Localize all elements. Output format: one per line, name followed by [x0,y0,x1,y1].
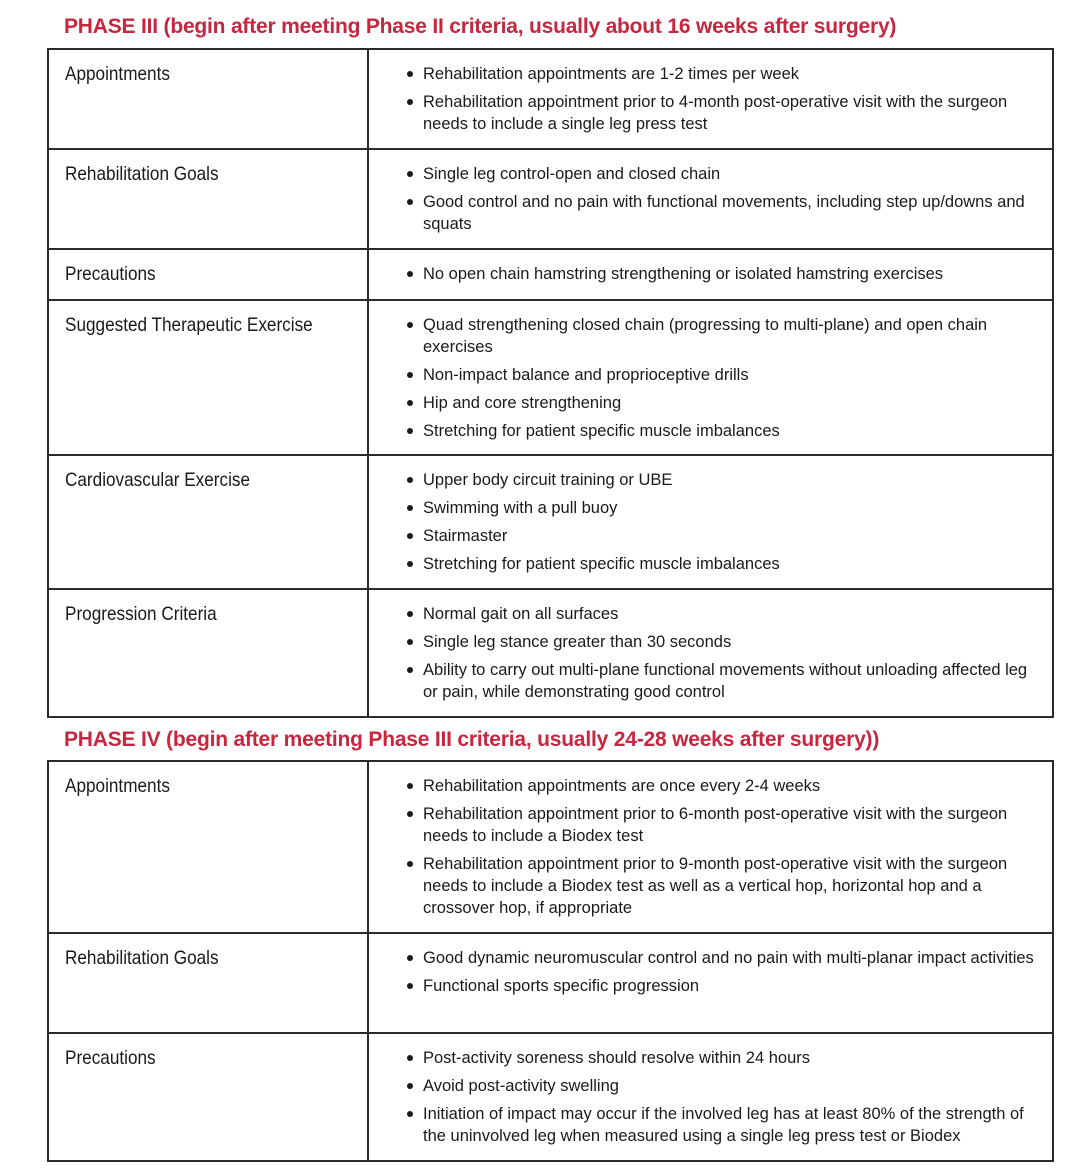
row-label-cell [48,1033,368,1161]
row-label-cell [48,933,368,1033]
list-item: Good dynamic neuromuscular control and no pain with multi-planar impact activities [407,947,1042,969]
list-item: Stretching for patient specific muscle imbalances [407,420,1042,442]
row-label: Rehabilitation Goals [65,947,219,969]
row-content-cell [368,761,1053,933]
list-item: Swimming with a pull buoy [407,497,1042,519]
table-row [48,249,1053,300]
list-item: Initiation of impact may occur if the involved leg has at least 80% of the strength of the uninvolved leg when measured using a single leg press test or Biodex [407,1103,1042,1147]
table-row [48,933,1053,1033]
row-content-cell [368,49,1053,149]
row-label: Appointments [65,775,170,797]
row-content-cell [368,589,1053,717]
phase-iii-title: PHASE III (begin after meeting Phase II criteria, usually about 16 weeks after surgery) [64,15,897,38]
list-item: Ability to carry out multi-plane functional movements without unloading affected leg or pain, while demonstrating good control [407,659,1042,703]
bullet-list [407,947,1042,997]
bullet-list [407,603,1042,703]
row-label: Precautions [65,263,156,285]
list-item: Normal gait on all surfaces [407,603,1042,625]
phase-iv-title: PHASE IV (begin after meeting Phase III criteria, usually 24-28 weeks after surgery)) [64,728,880,751]
list-item: Avoid post-activity swelling [407,1075,1042,1097]
row-label: Progression Criteria [65,603,217,625]
row-label: Cardiovascular Exercise [65,469,251,491]
phase-iv-table [47,760,1054,1162]
list-item: Upper body circuit training or UBE [407,469,1042,491]
row-content-cell [368,455,1053,589]
row-content-cell [368,249,1053,300]
list-item: Single leg stance greater than 30 seconds [407,631,1042,653]
row-label: Suggested Therapeutic Exercise [65,314,313,336]
list-item: No open chain hamstring strengthening or isolated hamstring exercises [407,263,1042,285]
bullet-list [407,314,1042,442]
row-label: Rehabilitation Goals [65,163,219,185]
row-content-cell [368,1033,1053,1161]
row-label-cell [48,761,368,933]
list-item: Hip and core strengthening [407,392,1042,414]
bullet-list [407,775,1042,919]
table-row [48,300,1053,455]
list-item: Rehabilitation appointment prior to 6-month post-operative visit with the surgeon needs to include a Biodex test [407,803,1042,847]
list-item: Rehabilitation appointment prior to 4-month post-operative visit with the surgeon needs to include a single leg press test [407,91,1042,135]
row-label-cell [48,589,368,717]
list-item: Quad strengthening closed chain (progressing to multi-plane) and open chain exercises [407,314,1042,358]
row-label: Appointments [65,63,170,85]
table-row [48,49,1053,149]
list-item: Rehabilitation appointment prior to 9-month post-operative visit with the surgeon needs to include a Biodex test as well as a vertical hop, horizontal hop and a crossover hop, if appropriate [407,853,1042,919]
row-label-cell [48,300,368,455]
row-label-cell [48,49,368,149]
table-row [48,761,1053,933]
list-item: Rehabilitation appointments are once every 2-4 weeks [407,775,1042,797]
phase-iii-table [47,48,1054,718]
list-item: Rehabilitation appointments are 1-2 times per week [407,63,1042,85]
row-label-cell [48,455,368,589]
list-item: Functional sports specific progression [407,975,1042,997]
row-content-cell [368,933,1053,1033]
table-row [48,149,1053,249]
table-row [48,1033,1053,1161]
bullet-list [407,469,1042,575]
bullet-list [407,263,1042,285]
table-row [48,589,1053,717]
row-label-cell [48,149,368,249]
bullet-list [407,163,1042,235]
list-item: Post-activity soreness should resolve within 24 hours [407,1047,1042,1069]
list-item: Non-impact balance and proprioceptive drills [407,364,1042,386]
bullet-list [407,63,1042,135]
row-content-cell [368,300,1053,455]
list-item: Single leg control-open and closed chain [407,163,1042,185]
row-label: Precautions [65,1047,156,1069]
table-row [48,455,1053,589]
row-content-cell [368,149,1053,249]
list-item: Good control and no pain with functional movements, including step up/downs and squats [407,191,1042,235]
bullet-list [407,1047,1042,1147]
row-label-cell [48,249,368,300]
list-item: Stretching for patient specific muscle imbalances [407,553,1042,575]
list-item: Stairmaster [407,525,1042,547]
